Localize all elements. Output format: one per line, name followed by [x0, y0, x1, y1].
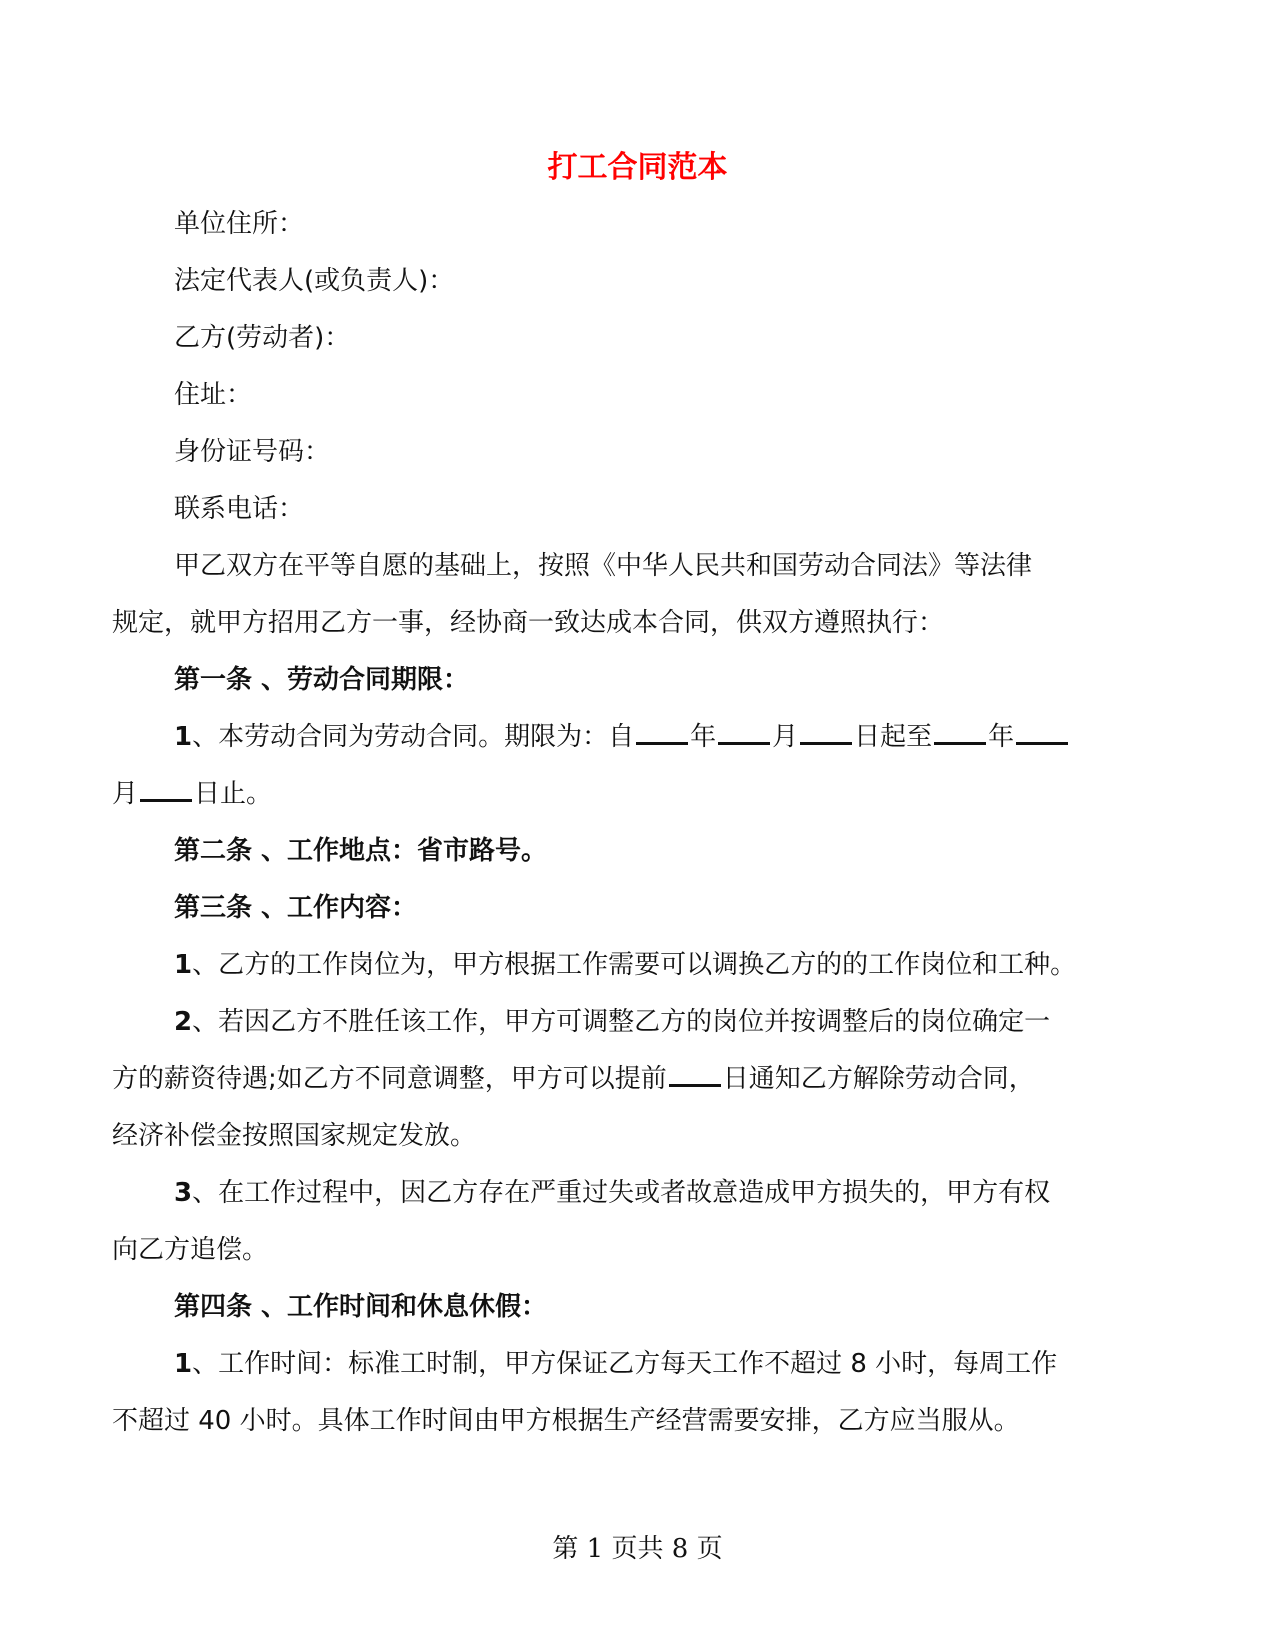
blank-end-day: [140, 775, 192, 802]
article-3-item-2-line-3: 经济补偿金按照国家规定发放。: [112, 1121, 477, 1151]
term-end-year-label: 年: [988, 722, 1015, 752]
item-number: 1: [174, 1349, 193, 1379]
term-end-month-label: 月: [112, 779, 139, 809]
item-number: 3: [174, 1178, 193, 1208]
field-party-b: 乙方(劳动者)：: [174, 323, 351, 353]
item-text: 方的薪资待遇;如乙方不同意调整，甲方可以提前: [112, 1064, 667, 1094]
item-text: 、乙方的工作岗位为，甲方根据工作需要可以调换乙方的的工作岗位和工种。: [192, 950, 1077, 980]
article-3-item-2-line-1: [112, 994, 1172, 1051]
document-title: 打工合同范本: [547, 150, 728, 185]
article-4-item-1-line-2: 不超过 40 小时。具体工作时间由甲方根据生产经营需要安排，乙方应当服从。: [112, 1406, 1020, 1436]
item-number: 2: [174, 1007, 193, 1037]
item-text: 日通知乙方解除劳动合同，: [722, 1064, 1035, 1094]
article-1-item-number: 1: [174, 722, 193, 752]
page-footer: 第 1 页共 8 页: [552, 1534, 723, 1564]
field-residence: 住址：: [174, 380, 253, 410]
term-text: 、本劳动合同为劳动合同。期限为：自: [192, 722, 635, 752]
term-until-label: 日起至: [854, 722, 933, 752]
article-3-item-1: [112, 937, 1172, 994]
item-text: 、工作时间：标准工时制，甲方保证乙方每天工作不超过 8 小时，每周工作: [192, 1349, 1058, 1379]
blank-start-year: [636, 718, 688, 745]
term-month-label: 月: [772, 722, 799, 752]
item-text: 、在工作过程中，因乙方存在严重过失或者故意造成甲方损失的，甲方有权: [192, 1178, 1051, 1208]
blank-end-year: [934, 718, 986, 745]
blank-end-month: [1016, 718, 1068, 745]
document-body: [112, 196, 1172, 1450]
blank-start-month: [718, 718, 770, 745]
intro-line-2: 规定，就甲方招用乙方一事，经协商一致达成本合同，供双方遵照执行：: [112, 608, 945, 638]
field-address: 单位住所：: [174, 209, 305, 239]
field-id-number: 身份证号码：: [174, 437, 331, 467]
article-3-heading: 第三条 、工作内容：: [174, 893, 418, 923]
field-phone: 联系电话：: [174, 494, 305, 524]
item-text: 、若因乙方不胜任该工作，甲方可调整乙方的岗位并按调整后的岗位确定一: [192, 1007, 1051, 1037]
field-legal-representative: 法定代表人(或负责人)：: [174, 266, 455, 296]
term-end-label: 日止。: [194, 779, 273, 809]
item-number: 1: [174, 950, 193, 980]
article-3-item-3-line-1: [112, 1165, 1172, 1222]
article-2-heading: 第二条 、工作地点：省市路号。: [174, 836, 548, 866]
intro-line-1: 甲乙双方在平等自愿的基础上，按照《中华人民共和国劳动合同法》等法律: [174, 551, 1033, 581]
article-3-item-2-line-2: [112, 1051, 1172, 1108]
article-4-heading: 第四条 、工作时间和休息休假：: [174, 1292, 548, 1322]
article-1-term-line-1: [112, 709, 1172, 766]
article-3-item-3-line-2: 向乙方追偿。: [112, 1235, 269, 1265]
article-4-item-1-line-1: [112, 1336, 1172, 1393]
term-year-label: 年: [690, 722, 717, 752]
article-1-term-line-2: [112, 766, 1172, 823]
article-1-heading: 第一条 、劳动合同期限：: [174, 665, 470, 695]
blank-notice-days: [669, 1060, 721, 1087]
blank-start-day: [800, 718, 852, 745]
